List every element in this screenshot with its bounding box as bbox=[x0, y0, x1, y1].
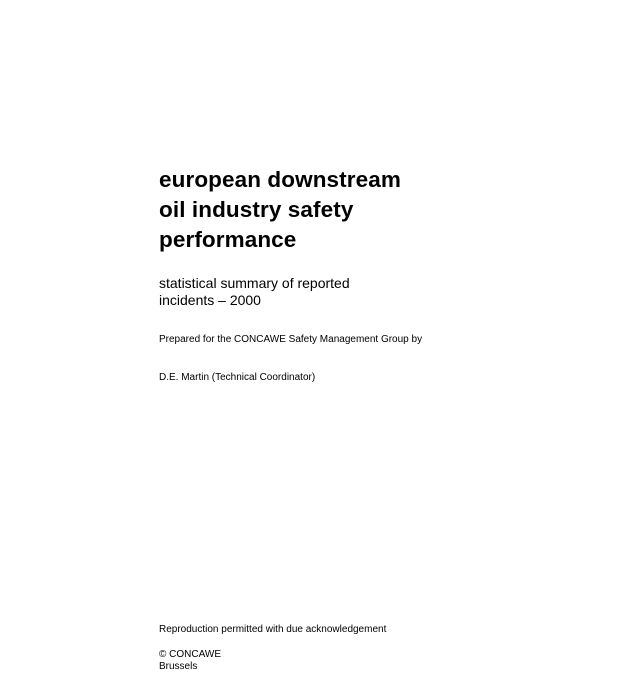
copyright-city: Brussels bbox=[159, 661, 198, 672]
document-title-line: european downstream bbox=[159, 167, 401, 192]
prepared-for-text: Prepared for the CONCAWE Safety Management Group by bbox=[159, 334, 423, 345]
document-subtitle-line: incidents – 2000 bbox=[159, 292, 261, 308]
document-title-line: performance bbox=[159, 227, 297, 252]
reproduction-notice: Reproduction permitted with due acknowledgement bbox=[159, 624, 387, 635]
document-title bbox=[159, 165, 602, 255]
document-title-line: oil industry safety bbox=[159, 197, 354, 222]
document-subtitle-line: statistical summary of reported bbox=[159, 275, 350, 291]
document-subtitle bbox=[159, 275, 602, 309]
copyright-line: © CONCAWE bbox=[159, 649, 221, 660]
author-text: D.E. Martin (Technical Coordinator) bbox=[159, 372, 316, 383]
copyright-notice bbox=[159, 649, 602, 673]
